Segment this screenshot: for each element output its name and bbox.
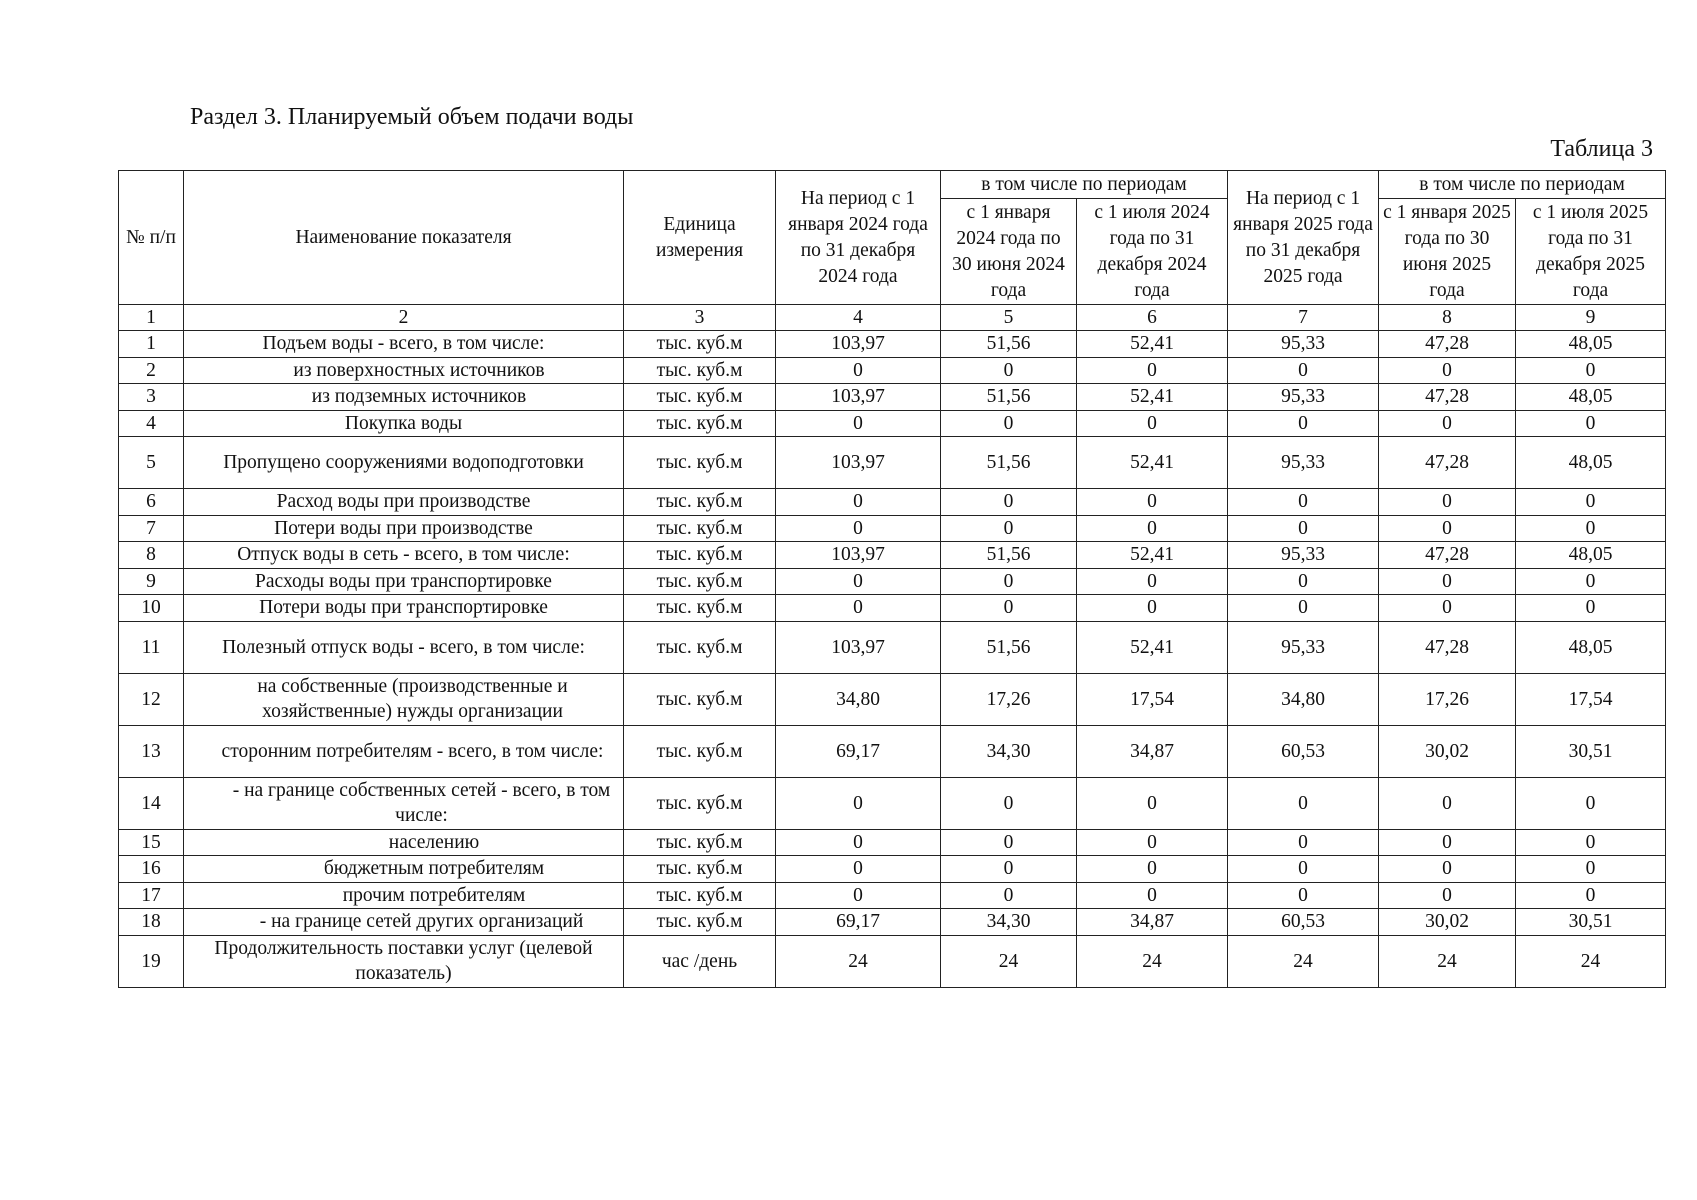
value-cell: 0 — [1516, 829, 1666, 856]
value-cell: 103,97 — [776, 542, 941, 569]
unit-cell: час /день — [624, 935, 776, 987]
indicator-name: из подземных источников — [184, 384, 624, 411]
value-cell: 51,56 — [941, 384, 1077, 411]
row-number: 15 — [119, 829, 184, 856]
table-row — [119, 410, 1666, 437]
value-cell: 0 — [1379, 777, 1516, 829]
value-cell: 0 — [1077, 515, 1228, 542]
unit-cell: тыс. куб.м — [624, 489, 776, 516]
value-cell: 0 — [941, 568, 1077, 595]
row-number: 4 — [119, 410, 184, 437]
value-cell: 0 — [941, 357, 1077, 384]
column-number: 4 — [776, 305, 941, 331]
table-row — [119, 856, 1666, 883]
indicator-name: - на границе собственных сетей - всего, в том числе: — [184, 777, 624, 829]
row-number: 14 — [119, 777, 184, 829]
unit-cell: тыс. куб.м — [624, 725, 776, 777]
value-cell: 0 — [1077, 410, 1228, 437]
value-cell: 95,33 — [1228, 621, 1379, 673]
column-number: 3 — [624, 305, 776, 331]
value-cell: 24 — [941, 935, 1077, 987]
header-num: № п/п — [119, 171, 184, 305]
header-h2-2025: с 1 июля 2025 года по 31 декабря 2025 года — [1516, 199, 1666, 305]
unit-cell: тыс. куб.м — [624, 673, 776, 725]
row-number: 11 — [119, 621, 184, 673]
unit-cell: тыс. куб.м — [624, 882, 776, 909]
header-period-2024: На период с 1 января 2024 года по 31 декабря 2024 года — [776, 171, 941, 305]
value-cell: 0 — [1077, 882, 1228, 909]
row-number: 7 — [119, 515, 184, 542]
unit-cell: тыс. куб.м — [624, 331, 776, 358]
value-cell: 0 — [1516, 856, 1666, 883]
header-sub-2024: в том числе по периодам — [941, 171, 1228, 199]
value-cell: 51,56 — [941, 437, 1077, 489]
table-row — [119, 829, 1666, 856]
value-cell: 0 — [1228, 829, 1379, 856]
indicator-name: на собственные (производственные и хозяйственные) нужды организации — [184, 673, 624, 725]
value-cell: 0 — [1228, 882, 1379, 909]
indicator-name: прочим потребителям — [184, 882, 624, 909]
value-cell: 95,33 — [1228, 384, 1379, 411]
row-number: 12 — [119, 673, 184, 725]
table-row — [119, 777, 1666, 829]
value-cell: 0 — [1228, 856, 1379, 883]
value-cell: 0 — [1077, 856, 1228, 883]
value-cell: 48,05 — [1516, 437, 1666, 489]
unit-cell: тыс. куб.м — [624, 542, 776, 569]
row-number: 2 — [119, 357, 184, 384]
indicator-name: Покупка воды — [184, 410, 624, 437]
table-row — [119, 725, 1666, 777]
table-row — [119, 568, 1666, 595]
value-cell: 51,56 — [941, 542, 1077, 569]
table-row — [119, 331, 1666, 358]
header-period-2025: На период с 1 января 2025 года по 31 декабря 2025 года — [1228, 171, 1379, 305]
value-cell: 69,17 — [776, 725, 941, 777]
table-row — [119, 673, 1666, 725]
unit-cell: тыс. куб.м — [624, 437, 776, 489]
table-row — [119, 595, 1666, 622]
column-number: 7 — [1228, 305, 1379, 331]
row-number: 19 — [119, 935, 184, 987]
unit-cell: тыс. куб.м — [624, 829, 776, 856]
unit-cell: тыс. куб.м — [624, 621, 776, 673]
indicator-name: Потери воды при производстве — [184, 515, 624, 542]
value-cell: 0 — [776, 829, 941, 856]
header-h2-2024: с 1 июля 2024 года по 31 декабря 2024 года — [1077, 199, 1228, 305]
value-cell: 17,26 — [1379, 673, 1516, 725]
table-row — [119, 489, 1666, 516]
unit-cell: тыс. куб.м — [624, 410, 776, 437]
value-cell: 24 — [1228, 935, 1379, 987]
table-row — [119, 384, 1666, 411]
indicator-name: бюджетным потребителям — [184, 856, 624, 883]
row-number: 1 — [119, 331, 184, 358]
value-cell: 0 — [776, 489, 941, 516]
value-cell: 47,28 — [1379, 542, 1516, 569]
value-cell: 0 — [1228, 595, 1379, 622]
value-cell: 0 — [1228, 357, 1379, 384]
value-cell: 34,87 — [1077, 725, 1228, 777]
column-number: 1 — [119, 305, 184, 331]
indicator-name: сторонним потребителям - всего, в том числе: — [184, 725, 624, 777]
value-cell: 0 — [1379, 856, 1516, 883]
value-cell: 0 — [941, 595, 1077, 622]
value-cell: 103,97 — [776, 384, 941, 411]
value-cell: 0 — [1379, 410, 1516, 437]
value-cell: 95,33 — [1228, 437, 1379, 489]
value-cell: 34,80 — [776, 673, 941, 725]
value-cell: 47,28 — [1379, 384, 1516, 411]
value-cell: 17,54 — [1516, 673, 1666, 725]
indicator-name: - на границе сетей других организаций — [184, 909, 624, 936]
unit-cell: тыс. куб.м — [624, 384, 776, 411]
table-row — [119, 515, 1666, 542]
value-cell: 24 — [1516, 935, 1666, 987]
value-cell: 0 — [1516, 515, 1666, 542]
value-cell: 34,30 — [941, 725, 1077, 777]
header-h1-2025: с 1 января 2025 года по 30 июня 2025 года — [1379, 199, 1516, 305]
header-sub-2025: в том числе по периодам — [1379, 171, 1666, 199]
unit-cell: тыс. куб.м — [624, 595, 776, 622]
value-cell: 0 — [776, 777, 941, 829]
value-cell: 24 — [1077, 935, 1228, 987]
header-unit: Единица измерения — [624, 171, 776, 305]
value-cell: 0 — [1077, 489, 1228, 516]
value-cell: 0 — [1379, 515, 1516, 542]
value-cell: 47,28 — [1379, 437, 1516, 489]
column-number: 2 — [184, 305, 624, 331]
value-cell: 0 — [1077, 829, 1228, 856]
indicator-name: Полезный отпуск воды - всего, в том числе: — [184, 621, 624, 673]
value-cell: 34,80 — [1228, 673, 1379, 725]
value-cell: 52,41 — [1077, 621, 1228, 673]
value-cell: 52,41 — [1077, 542, 1228, 569]
row-number: 17 — [119, 882, 184, 909]
value-cell: 0 — [941, 410, 1077, 437]
value-cell: 0 — [1228, 489, 1379, 516]
value-cell: 0 — [1228, 515, 1379, 542]
value-cell: 0 — [941, 856, 1077, 883]
row-number: 5 — [119, 437, 184, 489]
column-number-row — [119, 305, 1666, 331]
value-cell: 0 — [941, 829, 1077, 856]
table-row — [119, 935, 1666, 987]
value-cell: 17,26 — [941, 673, 1077, 725]
row-number: 16 — [119, 856, 184, 883]
value-cell: 0 — [776, 856, 941, 883]
value-cell: 0 — [1379, 489, 1516, 516]
value-cell: 0 — [1379, 882, 1516, 909]
value-cell: 103,97 — [776, 437, 941, 489]
value-cell: 60,53 — [1228, 725, 1379, 777]
value-cell: 30,02 — [1379, 725, 1516, 777]
value-cell: 0 — [776, 410, 941, 437]
indicator-name: населению — [184, 829, 624, 856]
value-cell: 95,33 — [1228, 542, 1379, 569]
value-cell: 0 — [1516, 882, 1666, 909]
unit-cell: тыс. куб.м — [624, 856, 776, 883]
value-cell: 0 — [1516, 595, 1666, 622]
row-number: 6 — [119, 489, 184, 516]
value-cell: 0 — [941, 777, 1077, 829]
value-cell: 24 — [776, 935, 941, 987]
value-cell: 0 — [1077, 357, 1228, 384]
value-cell: 0 — [1379, 595, 1516, 622]
value-cell: 30,02 — [1379, 909, 1516, 936]
value-cell: 0 — [1516, 357, 1666, 384]
value-cell: 0 — [776, 595, 941, 622]
unit-cell: тыс. куб.м — [624, 357, 776, 384]
value-cell: 0 — [941, 515, 1077, 542]
value-cell: 103,97 — [776, 331, 941, 358]
value-cell: 0 — [776, 357, 941, 384]
table-row — [119, 909, 1666, 936]
value-cell: 52,41 — [1077, 437, 1228, 489]
row-number: 10 — [119, 595, 184, 622]
row-number: 13 — [119, 725, 184, 777]
unit-cell: тыс. куб.м — [624, 568, 776, 595]
value-cell: 0 — [941, 882, 1077, 909]
value-cell: 0 — [1379, 829, 1516, 856]
value-cell: 0 — [1228, 777, 1379, 829]
row-number: 9 — [119, 568, 184, 595]
indicator-name: Расходы воды при транспортировке — [184, 568, 624, 595]
indicator-name: Отпуск воды в сеть - всего, в том числе: — [184, 542, 624, 569]
column-number: 6 — [1077, 305, 1228, 331]
indicator-name: Подъем воды - всего, в том числе: — [184, 331, 624, 358]
column-number: 8 — [1379, 305, 1516, 331]
value-cell: 0 — [1077, 777, 1228, 829]
value-cell: 34,87 — [1077, 909, 1228, 936]
row-number: 18 — [119, 909, 184, 936]
value-cell: 17,54 — [1077, 673, 1228, 725]
value-cell: 47,28 — [1379, 621, 1516, 673]
value-cell: 69,17 — [776, 909, 941, 936]
value-cell: 48,05 — [1516, 384, 1666, 411]
value-cell: 0 — [776, 515, 941, 542]
table-row — [119, 542, 1666, 569]
value-cell: 0 — [1077, 568, 1228, 595]
value-cell: 30,51 — [1516, 725, 1666, 777]
value-cell: 0 — [776, 882, 941, 909]
table-label: Таблица 3 — [1550, 136, 1653, 162]
table-row — [119, 437, 1666, 489]
water-supply-table — [118, 170, 1666, 988]
value-cell: 0 — [1077, 595, 1228, 622]
table-row — [119, 621, 1666, 673]
value-cell: 0 — [1379, 568, 1516, 595]
value-cell: 51,56 — [941, 331, 1077, 358]
value-cell: 51,56 — [941, 621, 1077, 673]
value-cell: 52,41 — [1077, 384, 1228, 411]
value-cell: 0 — [1228, 410, 1379, 437]
indicator-name: из поверхностных источников — [184, 357, 624, 384]
table-row — [119, 357, 1666, 384]
value-cell: 103,97 — [776, 621, 941, 673]
unit-cell: тыс. куб.м — [624, 909, 776, 936]
value-cell: 0 — [1228, 568, 1379, 595]
value-cell: 48,05 — [1516, 542, 1666, 569]
column-number: 5 — [941, 305, 1077, 331]
value-cell: 60,53 — [1228, 909, 1379, 936]
value-cell: 0 — [1516, 777, 1666, 829]
value-cell: 24 — [1379, 935, 1516, 987]
header-h1-2024: с 1 января 2024 года по 30 июня 2024 года — [941, 199, 1077, 305]
column-number: 9 — [1516, 305, 1666, 331]
indicator-name: Пропущено сооружениями водоподготовки — [184, 437, 624, 489]
indicator-name: Расход воды при производстве — [184, 489, 624, 516]
row-number: 3 — [119, 384, 184, 411]
unit-cell: тыс. куб.м — [624, 777, 776, 829]
value-cell: 0 — [1516, 568, 1666, 595]
value-cell: 0 — [941, 489, 1077, 516]
value-cell: 48,05 — [1516, 331, 1666, 358]
indicator-name: Продолжительность поставки услуг (целевой показатель) — [184, 935, 624, 987]
value-cell: 30,51 — [1516, 909, 1666, 936]
value-cell: 52,41 — [1077, 331, 1228, 358]
unit-cell: тыс. куб.м — [624, 515, 776, 542]
indicator-name: Потери воды при транспортировке — [184, 595, 624, 622]
value-cell: 0 — [1379, 357, 1516, 384]
value-cell: 34,30 — [941, 909, 1077, 936]
value-cell: 0 — [1516, 410, 1666, 437]
section-title: Раздел 3. Планируемый объем подачи воды — [190, 104, 634, 130]
value-cell: 47,28 — [1379, 331, 1516, 358]
row-number: 8 — [119, 542, 184, 569]
header-name: Наименование показателя — [184, 171, 624, 305]
value-cell: 95,33 — [1228, 331, 1379, 358]
value-cell: 0 — [1516, 489, 1666, 516]
table-row — [119, 882, 1666, 909]
value-cell: 48,05 — [1516, 621, 1666, 673]
value-cell: 0 — [776, 568, 941, 595]
